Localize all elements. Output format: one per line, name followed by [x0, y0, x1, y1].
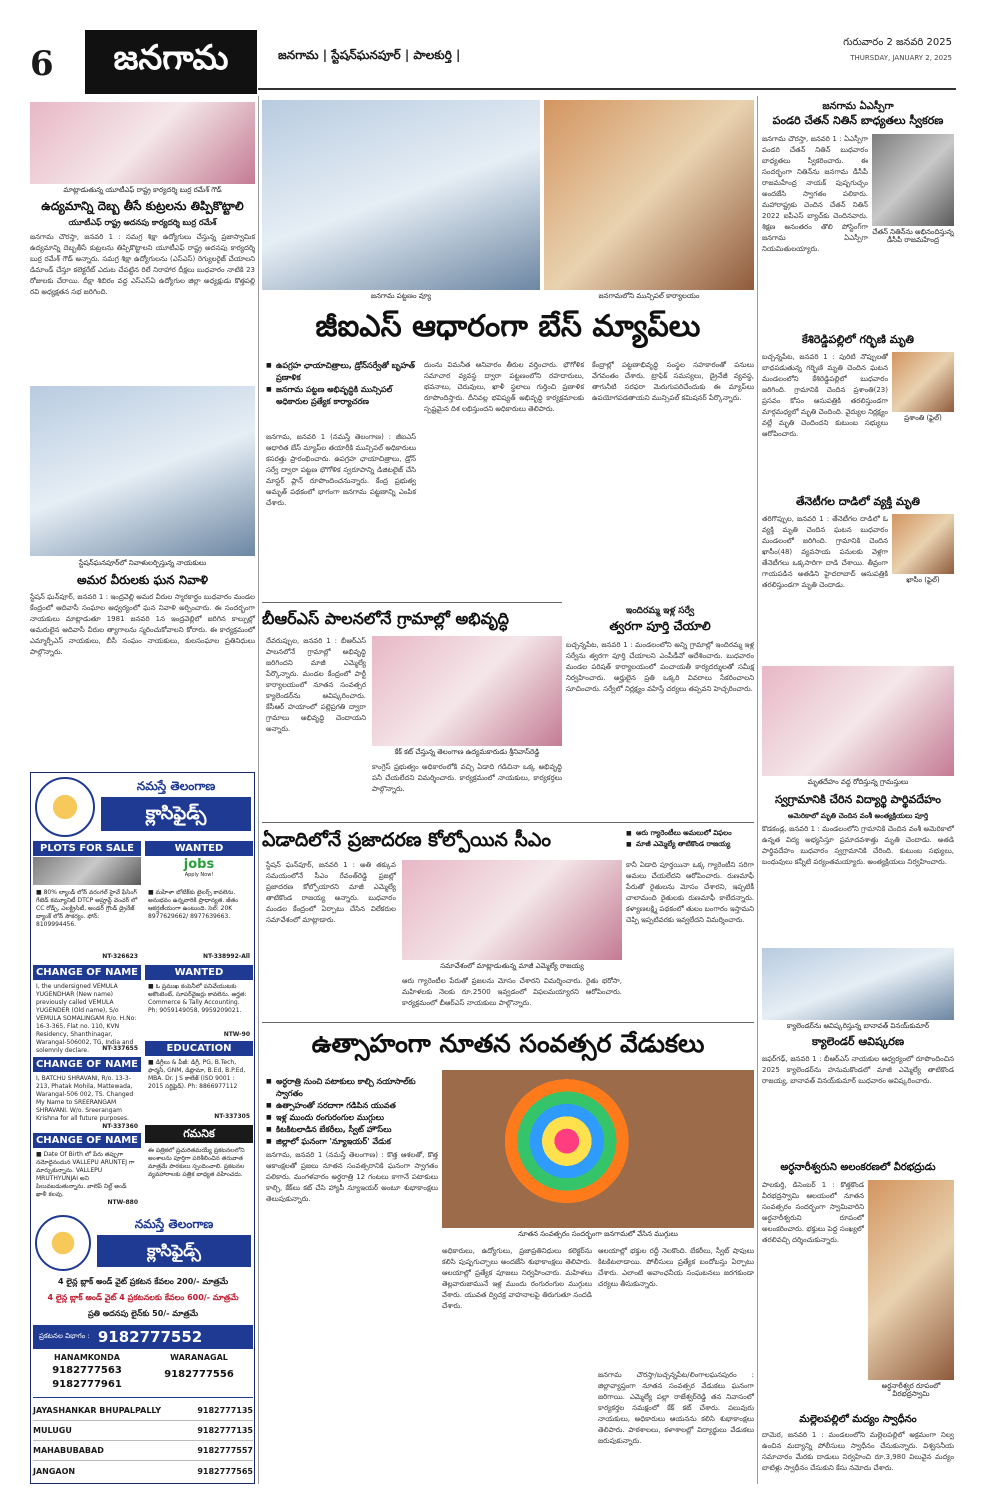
office-list	[33, 1401, 253, 1481]
municipal-office-photo	[544, 100, 754, 290]
ad-ref: NT-337360	[102, 1123, 138, 1130]
story-headline: త్వరగా పూర్తి చేయాలి	[609, 619, 711, 633]
divider	[262, 602, 562, 603]
classifieds-panel	[30, 772, 255, 1484]
change-of-name-header: CHANGE OF NAME	[33, 1057, 141, 1072]
photo-caption: సమావేశంలో మాట్లాడుతున్న మాజీ ఎమ్మెల్యే రాజయ్య	[440, 962, 584, 970]
photo-caption: నూతన సంవత్సరం సందర్భంగా జనగామలో వేసిన ముగ్గులు	[518, 1230, 678, 1238]
brand-title: క్లాసిఫైడ్స్	[97, 1235, 251, 1267]
story-body: ఆలయాల్లో భక్తుల రద్దీ నెలకొంది. బేకరీలు, స్వీట్ షాపులు కిటకిటలాడాయి. పోలీసులు ప్రత్యేక బందోబస్తు ఏర్పాటు చేశారు. ఎలాంటి అవాంఛనీయ సంఘటనలు జరగకుండా చర్యలు తీసుకున్నారు.	[598, 1247, 754, 1288]
story-headline: పండరి చేతన్ నితిన్ బాధ్యతలు స్వీకరణ	[772, 114, 944, 127]
office-row	[33, 1441, 253, 1461]
photo-caption: క్యాలెండర్‌ను ఆవిష్కరిస్తున్న బానావత్ వినయ్‌కుమార్	[786, 1022, 930, 1030]
ny-bullet: ■ ఉత్సాహంతో సరదాగా గడిపిన యువత	[266, 1100, 438, 1112]
ad-ref: NT-338992-All	[202, 953, 250, 960]
press-meet-photo	[402, 860, 622, 960]
lead-body: దుంను విమనీత ఆనివారం తీరుల వర్తించారు. భౌగోళిక సమాచార వ్యవస్థ ద్వారా పట్టణంలోని రహదారులు, భవనాలు, చెరువులు, ఖాళీ స్థలాలు గుర్తించి ప్రణాళిక రూపొందిస్తారు. దీనివల్ల భవిష్యత్ అభివృద్ధి కార్యక్రమాలకు స్పష్టమైన దిశ లభిస్తుందని అధికారులు తెలిపారు.	[424, 361, 584, 413]
story-body: అధికారులు, ఉద్యోగులు, ప్రజాప్రతినిధులు కలెక్టర్‌ను కలిసి పుష్పగుచ్ఛాలు అందజేసి శుభాకాంక్షలు తెలిపారు. ఆలయాల్లో ప్రత్యేక పూజలు నిర్వహించారు. మహిళలు తెల్లవారుజామునే ఇళ్ల ముందు రంగురంగుల ముగ్గులు వేశారు. యువత ద్విచక్ర వాహనాలపై తిరుగుతూ సందడి చేశారు.	[442, 1247, 592, 1310]
brand-line: నమస్తే తెలంగాణ	[134, 1217, 214, 1231]
story-body: కానీ ఏడాది పూర్తయినా ఒక్క గ్యారెంటీని సరిగా అమలు చేయలేదని ఆరోపించారు. రుణమాఫీ పేరుతో రైతులను మోసం చేశారని, ఇప్పటికీ చాలామంది రైతులకు రుణమాఫీ కాలేదన్నారు. కళ్యాణలక్ష్మి పథకంలో తులం బంగారం ఇస్తామని చెప్పి ఇప్పటివరకు ఇవ్వలేదని విమర్శించారు.	[626, 861, 754, 924]
masthead	[0, 0, 981, 96]
lead-bullet: ■ ఉపగ్రహ ఛాయాచిత్రాలు, డ్రోన్‌సర్వేతో బృహత్ ప్రణాళిక	[266, 360, 416, 384]
brand-title: క్లాసిఫైడ్స్	[101, 797, 251, 831]
story-body: కొడకండ్ల, జనవరి 1 : మండలంలోని గ్రామానికి చెందిన వంశీ అమెరికాలో ఉన్నత విద్య అభ్యసిస్తూ ప్రమాదవశాత్తు మృతి చెందాడు. అతడి పార్థివదేహం బుధవారం స్వగ్రామానికి చేరింది. కుటుంబ సభ్యులు, బంధువులు కన్నీటి పర్యంతమయ్యారు. అంత్యక్రియలు నిర్వహించారు.	[762, 825, 954, 866]
office-name: MULUGU	[33, 1426, 72, 1435]
story-body: దేవరుప్పుల, జనవరి 1 : బీఆర్‌ఎస్ పాలనలోనే గ్రామాల్లో అభివృద్ధి జరిగిందని మాజీ ఎమ్మెల్యే పేర్కొన్నారు. మండల కేంద్రంలో పార్టీ కార్యాలయంలో నూతన సంవత్సర క్యాలెండర్‌ను ఆవిష్కరించారు. కేసీఆర్ హయాంలో పల్లెప్రగతి ద్వారా గ్రామాలు అభివృద్ధి చెందాయని అన్నారు.	[266, 637, 366, 733]
story-kicker: ఇందిరమ్మ ఇళ్ల సర్వే	[625, 606, 695, 616]
photo-caption: ప్రశాంతి (ఫైల్)	[904, 414, 942, 422]
story-body: బచ్చన్నపేట, జనవరి 1 : మండలంలోని అన్ని గ్రామాల్లో ఇందిరమ్మ ఇళ్ల సర్వేను త్వరగా పూర్తి చేయాలని ఎంపీడీవో ఆదేశించారు. బుధవారం మండల పరిషత్ కార్యాలయంలో పంచాయతీ కార్యదర్శులతో సమీక్ష నిర్వహించారు. అర్హులైన ప్రతి ఒక్కరి వివరాలు సేకరించాలని సూచించారు. సర్వేలో నిర్లక్ష్యం వహిస్తే చర్యలు తప్పవని హెచ్చరించారు.	[566, 641, 754, 693]
office-phone[interactable]: 9182777556	[164, 1369, 234, 1380]
ad-ref: NT-337305	[214, 1113, 250, 1120]
jobs-logo	[171, 857, 227, 883]
office-phone[interactable]: 9182777961	[52, 1379, 122, 1390]
lead-bullet: ■ జనగామ పట్టణ అభివృద్ధికి మున్సిపల్ అధికారుల ప్రత్యేక కార్యాచరణ	[266, 384, 416, 408]
photo-caption: అర్ధనారీశ్వర రూపంలో వీరభద్రస్వామి	[881, 1382, 941, 1399]
story-headline: కేశిరెడ్డిపల్లిలో గర్భిణి మృతి	[802, 333, 914, 346]
cake-cutting-photo	[372, 636, 562, 746]
cm-bullet: ■ మాజీ ఎమ్మెల్యే తాటికొండ రాజయ్య	[626, 839, 754, 850]
story-body: జనగామ చౌరస్తా/బచ్చన్నపేట/లింగాలఘనపురం : జిల్లావ్యాప్తంగా నూతన సంవత్సర వేడుకలు ఘనంగా జరిగాయి. ఎమ్మెల్యే పల్లా రాజేశ్వర్‌రెడ్డి తన నివాసంలో కార్యకర్తల సమక్షంలో కేక్ కట్ చేశారు. పలువురు నాయకులు, అధికారులు ఆయనను కలిసి శుభాకాంక్షలు తెలిపారు. పాఠశాలలు, కళాశాలల్లో విద్యార్థులు వేడుకలు జరుపుకున్నారు.	[598, 1371, 754, 1445]
header-rule	[258, 88, 956, 90]
story-body: బచ్చన్నపేట, జనవరి 1 : పురిటి నొప్పులతో బాధపడుతున్న గర్భిణి మృతి చెందిన ఘటన మండలంలోని కేశిరెడ్డిపల్లిలో బుధవారం జరిగింది. గ్రామానికి చెందిన ప్రశాంతి(23) ప్రసవం కోసం ఆసుపత్రికి తరలిస్తుండగా మార్గమధ్యలో మృతి చెందింది. వైద్యుల నిర్లక్ష్యం వల్లే మృతి చెందిందని కుటుంబ సభ్యులు ఆరోపించారు.	[762, 353, 888, 438]
cm-bullet: ■ ఆరు గ్యారెంటీలు అమలులో విఫలం	[626, 828, 754, 839]
jobs-logo-apply: Apply Now!	[184, 872, 214, 878]
change-of-name-ad: I, the undersigned VEMULA YUGENDHAR (New name) previously called VEMULA YUGENDER (Old name), S/o VEMULA SOMALINGAM R/o. H.No: 16-3-365, Flat no. 110, KVN Residency, Shanthinagar, Warangal-506002, TG, India and solemnly declare.	[36, 983, 137, 1054]
lead-body: కేంద్రాల్లో పట్టణాభివృద్ధి సంస్థల సహకారంతో పనులు వేగవంతం చేశారు. ట్రాఫిక్ సమస్యలు, డ్రైనేజీ వ్యవస్థ, తాగునీటి సరఫరా మెరుగుపరిచేందుకు ఈ మ్యాప్‌లు ఉపయోగపడతాయని మున్సిపల్ కమిషనర్ పేర్కొన్నారు.	[592, 361, 754, 402]
divider	[33, 1397, 253, 1398]
photo-caption: మాట్లాడుతున్న యూటీఎఫ్ రాష్ట్ర కార్యదర్శి బుర్ర రమేశ్ గౌడ్	[63, 186, 222, 194]
office-row	[33, 1461, 253, 1481]
story-body: జనగామ చౌరస్తా, జనవరి 1 : సమగ్ర శిక్షా ఉద్యోగులు చేస్తున్న ప్రజాస్వామిక ఉద్యమాన్ని దెబ్బతీసే కుట్రలను తిప్పికొట్టాలని యూటీఎఫ్ రాష్ట్ర అదనపు కార్యదర్శి బుర్ర రమేశ్ గౌడ్ అన్నారు. సమగ్ర శిక్షా ఉద్యోగులను (ఎస్ఎస్) రెగ్యులరైజ్ చేయాలని డిమాండ్ చేస్తూ కలెక్టరేట్ ఎదుట చేపట్టిన రిలే నిరాహార దీక్షలు బుధవారం నాటికి 23 రోజులకు చేరాయి. దీక్షా శిబిరం వద్ద ఎస్ఎస్ఏ ఉద్యోగుల జిల్లా అధ్యక్షుడు కొత్తపల్లి రవి అధ్యక్షతన సభ జరిగింది.	[30, 233, 255, 296]
story-headline: బీఆర్‌ఎస్ పాలనలోనే గ్రామాల్లో అభివృద్ధి	[262, 609, 509, 628]
photo-caption: జనగామలోని మున్సిపల్ కార్యాలయం	[598, 292, 700, 300]
office-name: JAYASHANKAR BHUPALPALLY	[33, 1406, 162, 1415]
jobs-logo-word: jobs	[183, 857, 215, 872]
office-name: WARANAGAL	[170, 1353, 228, 1362]
office-phone[interactable]: 9182777565	[197, 1466, 253, 1476]
story-body: జనగామ చౌరస్తా, జనవరి 1 : ఏఎస్పీగా పండరి చేతన్ నితిన్ బుధవారం బాధ్యతలు స్వీకరించారు. ఈ సందర్భంగా నితిన్‌ను జనగామ డీసీపీ రాజమహేంద్ర నాయక్ పుష్పగుచ్ఛం అందజేసి స్వాగతం పలికారు. మహారాష్ట్రకు చెందిన చేతన్ నితిన్ 2022 ఐపీఎస్ బ్యాచ్‌కు చెందినవారు. శిక్షణ అనంతరం తొలి పోస్టింగ్‌గా జనగామ ఏఎస్పీగా నియమితులయ్యారు.	[762, 135, 868, 253]
ad-ref: NT-337655	[102, 1045, 138, 1052]
office-name: MAHABUBABAD	[33, 1446, 104, 1455]
story-body: పాలకుర్తి, డిసెంబర్ 1 : కొత్తకొండ వీరభద్రస్వామి ఆలయంలో నూతన సంవత్సరం సందర్భంగా స్వామివారిని అర్ధనారీశ్వరుని రూపంలో అలంకరించారు. భక్తులు పెద్ద సంఖ్యలో తరలివచ్చి దర్శించుకున్నారు.	[762, 1181, 864, 1244]
date-telugu: గురువారం 2 జనవరి 2025	[843, 37, 952, 48]
change-of-name-ad: ■ Date Of Birth లో పేరు తప్పుగా నమోదైనందున VALLEPU ARUNTEJ గా మార్చుకున్నాను. VALLEPU MRUTHYUNJAI అని పిలువబడుతున్నాను. వాలెప్ నిల్ట్ అండ్ ఖాళీ కలవు.	[36, 1151, 135, 1198]
office-phone[interactable]: 9182777135	[197, 1426, 253, 1435]
story-headline: స్వగ్రామానికి చేరిన విద్యార్థి పార్థివదేహం	[775, 793, 941, 806]
photo-caption: మృతదేహం వద్ద రోదిస్తున్న గ్రామస్తులు	[807, 778, 909, 786]
story-headline: ఉత్సాహంగా నూతన సంవత్సర వేడుకలు	[311, 1029, 705, 1058]
mourners-photo	[762, 666, 954, 776]
photo-caption: కేక్ కట్ చేస్తున్న తెలంగాణ ఉద్యమకారుడు శ్రీనివాస్‌రెడ్డి	[394, 748, 540, 756]
story-headline: ఉద్యమాన్ని దెబ్బ తీసే కుట్రలను తిప్పికొట్టాలి	[41, 199, 244, 213]
wanted-header: WANTED	[145, 965, 253, 980]
column-divider	[757, 96, 758, 1484]
offer-line: 4 లైన్ల బ్లాక్ అండ్ వైట్ ప్రకటన కేవలం 200/- మాత్రమే	[57, 1277, 229, 1286]
divider	[262, 1022, 754, 1023]
notice-body: ఈ పత్రికలో ప్రచురితమయ్యే ప్రకటనలలోని అంశాలను పూర్తిగా పరిశీలించిన తరువాత మాత్రమే పాఠకులు స్పందించాలి. ప్రకటనల వ్యవహారాలకు పత్రిక బాధ్యత వహించదు.	[148, 1147, 245, 1178]
ny-bullet: ■ కిటకిటలాడిన బేకరీలు, స్వీట్ హౌస్‌లు	[266, 1124, 438, 1136]
temple-idol-photo	[868, 1180, 954, 1380]
plots-ad: ■ 80% ల్యాండ్ లోన్ వరంగల్ హైవే ఫేసింగ్ గేటెడ్ కమ్యూనిటీ DTCP అప్రూవ్డ్ వెంచర్ లో CC రోడ్స్, ఎలక్ట్రిసిటీ, అండర్ గ్రౌండ్ డ్రైనేజ్ బ్యాంక్ లోన్ సౌకర్యం. ఫోన్: 8109994456.	[36, 889, 138, 928]
wanted-ad: ■ మహిళా బోటిక్‌కు టైలర్స్ కావలెను. అనుభవం ఉన్నవారికి ప్రాధాన్యత. జీతం ఆకర్షణీయంగా ఉంటుంది. సెల్: 20K 8977629662/ 8977639663.	[148, 889, 239, 920]
story-body: కాంగ్రెస్ ప్రభుత్వం అధికారంలోకి వచ్చి ఏడాది గడిచినా ఒక్క అభివృద్ధి పనీ చేయలేదని విమర్శించారు. కార్యక్రమంలో నాయకులు, కార్యకర్తలు పాల్గొన్నారు.	[372, 763, 562, 793]
page-number: 6	[30, 44, 54, 84]
wanted-ad: ■ ఓ ప్రముఖ కంపెనీలో పనిచేయుటకు అకౌంటెంట్, సూపర్‌వైజర్లు కావలెను. అర్హత: Commerce & Tally Accounting. Ph: 9059149058, 9959209021.	[148, 983, 247, 1014]
town-aerial-photo	[262, 100, 540, 290]
lead-headline: జీఐఎస్ ఆధారంగా బేస్ మ్యాప్‌లు	[315, 309, 701, 344]
divider	[262, 822, 754, 823]
story-kicker: జనగామ ఏఎస్పీగా	[822, 101, 894, 112]
ad-ref: NT-326623	[102, 953, 138, 960]
rally-photo	[30, 102, 255, 184]
ny-bullets	[266, 1076, 438, 1148]
story-body: ఆరు గ్యారెంటీల పేరుతో ప్రజలను మోసం చేశారని విమర్శించారు. రైతు భరోసా, మహిళలకు నెలకు రూ.2500 ఇవ్వడంలో విఫలమయ్యారని ఆరోపించారు. కార్యక్రమంలో బీఆర్‌ఎస్ నాయకులు పాల్గొన్నారు.	[402, 977, 622, 1007]
education-ad: ■ డిగ్రీలు & పీజీ: డిగ్రీ, PG, B.Tech, ఫార్మసీ, GNM, డిప్లొమా, B.Ed, B.P.Ed, MBA. Dr. J S కాలేజ్ (ISO 9001 : 2015 సర్టిఫైడ్). Ph: 8866977112	[148, 1059, 246, 1090]
lead-body: జనగామ, జనవరి 1 (నమస్తే తెలంగాణ) : జీఐఎస్ ఆధారిత బేస్ మ్యాప్‌ల తయారీకి మున్సిపల్ అధికారులు కసరత్తు ప్రారంభించారు. ఉపగ్రహ ఛాయాచిత్రాలు, డ్రోన్ సర్వే ద్వారా పట్టణ భౌగోళిక స్వరూపాన్ని డిజిటలైజ్ చేసి మాస్టర్ ప్లాన్ రూపొందించనున్నారు. కేంద్ర ప్రభుత్వ అమృత్ పథకంలో భాగంగా జనగామ పట్టణాన్ని ఎంపిక చేశారు.	[266, 433, 416, 507]
photo-caption: ఖాసీం (ఫైల్)	[906, 576, 940, 584]
tribute-photo	[30, 386, 255, 556]
story-body: స్టేషన్ ఘన్‌పూర్, జనవరి 1 : అతి తక్కువ సమయంలోనే సీఎం రేవంత్‌రెడ్డి ప్రజల్లో ప్రజాదరణ కోల్పోయారని మాజీ ఎమ్మెల్యే తాటికొండ రాజయ్య అన్నారు. బుధవారం మండల కేంద్రంలో ఏర్పాటు చేసిన విలేకరుల సమావేశంలో మాట్లాడారు.	[266, 861, 396, 924]
offer-line: 4 లైన్ల బ్లాక్ అండ్ వైట్ 4 ప్రకటనలకు కేవలం 600/- మాత్రమే	[47, 1293, 239, 1302]
edition-locations: జనగామ | స్టేషన్‌ఘనపూర్ | పాలకుర్తి |	[278, 48, 461, 62]
edition-name: జనగామ	[85, 30, 257, 94]
notice-header: గమనిక	[145, 1125, 253, 1143]
ny-bullet: ■ జిల్లాలో ఘనంగా 'న్యూఇయర్' వేడుక	[266, 1136, 438, 1148]
plots-header: PLOTS FOR SALE	[33, 841, 141, 856]
story-body: జఫర్‌గఢ్, జనవరి 1 : బీఆర్‌ఎస్ నాయకుల ఆధ్వర్యంలో రూపొందించిన 2025 క్యాలెండర్‌ను హనుమకొండలో మాజీ ఎమ్మెల్యే తాటికొండ రాజయ్య, బానావత్ వినయ్‌కుమార్ బుధవారం ఆవిష్కరించారు.	[762, 1055, 954, 1085]
namaste-telangana-seal	[35, 1215, 91, 1271]
office-name: JANGAON	[33, 1466, 76, 1476]
wanted-header: WANTED	[145, 841, 253, 856]
brand-line: నమస్తే తెలంగాణ	[136, 779, 216, 793]
photo-caption: స్టేషన్‌ఘనపూర్‌లో నివాళులర్పిస్తున్న నాయకులు	[78, 559, 207, 567]
education-header: EDUCATION	[145, 1041, 253, 1056]
story-body: తరిగొప్పుల, జనవరి 1 : తేనెటీగల దాడిలో ఓ వ్యక్తి మృతి చెందిన ఘటన బుధవారం మండలంలో జరిగింది. గ్రామానికి చెందిన ఖాసీం(48) వ్యవసాయ పనులకు వెళ్లగా తేనెటీగలు ఒక్కసారిగా దాడి చేశాయి. తీవ్రంగా గాయపడిన అతడిని హైదరాబాద్ ఆసుపత్రికి తరలిస్తుండగా మృతి చెందాడు.	[762, 515, 888, 589]
story-headline: ఏడాదిలోనే ప్రజాదరణ కోల్పోయిన సీఎం	[262, 829, 551, 851]
plots-image	[33, 857, 141, 885]
rangoli-photo	[442, 1070, 754, 1228]
column-divider	[258, 96, 259, 1484]
date-english: THURSDAY, JANUARY 2, 2025	[850, 54, 952, 62]
story-body: జనగామ, జనవరి 1 (నమస్తే తెలంగాణ) : కొత్త ఆశలతో, కొత్త ఆకాంక్షలతో ప్రజలు నూతన సంవత్సరానికి ఘనంగా స్వాగతం పలికారు. మంగళవారం అర్ధరాత్రి 12 గంటలు కాగానే పటాకులు కాల్చి, కేక్‌లు కట్ చేసి హ్యాపీ న్యూఇయర్ అంటూ శుభాకాంక్షలు తెలుపుకున్నారు.	[266, 1151, 438, 1203]
ad-ref: NTW-90	[223, 1031, 250, 1038]
story-headline: క్యాలెండర్ ఆవిష్కరణ	[811, 1035, 905, 1048]
office-phone[interactable]: 9182777557	[197, 1446, 253, 1455]
ny-bullet: ■ ఇళ్ల ముందు రంగురంగుల ముగ్గులు	[266, 1112, 438, 1124]
namaste-telangana-seal	[35, 777, 95, 837]
ad-dept-label: ప్రకటనల విభాగం :	[39, 1332, 90, 1340]
victim-photo	[892, 514, 954, 574]
story-headline: అమర వీరులకు ఘన నివాళి	[76, 573, 209, 587]
ad-dept-bar	[33, 1325, 253, 1349]
story-headline: మల్లెలపల్లిలో మద్యం స్వాధీనం	[799, 1414, 917, 1425]
ad-ref: NTW-880	[107, 1199, 138, 1206]
office-name: HANAMKONDA	[54, 1353, 120, 1362]
story-body: దామెర, జనవరి 1 : మండలంలోని మల్లెలపల్లిలో అక్రమంగా నిల్వ ఉంచిన మద్యాన్ని పోలీసులు స్వాధీనం చేసుకున్నారు. విశ్వసనీయ సమాచారం మేరకు దాడులు నిర్వహించి రూ.3,980 విలువైన మద్యం బాటిళ్లు స్వాధీనం చేసుకుని కేసు నమోదు చేశారు.	[762, 1431, 954, 1472]
ny-bullet: ■ అర్ధరాత్రి నుంచి పటాకులు కాల్చి నయాసాల్‌కు స్వాగతం	[266, 1076, 438, 1100]
office-row	[33, 1401, 253, 1421]
calendar-launch-photo	[762, 948, 954, 1020]
victim-photo	[892, 352, 954, 412]
change-of-name-header: CHANGE OF NAME	[33, 965, 141, 980]
ad-dept-phone[interactable]: 9182777552	[97, 1328, 203, 1346]
offer-line: ప్రతి అదనపు లైన్‌కు 50/- మాత్రమే	[87, 1309, 199, 1318]
change-of-name-header: CHANGE OF NAME	[33, 1133, 141, 1148]
cm-bullets	[626, 828, 754, 850]
lead-bullets	[266, 360, 416, 408]
office-phone[interactable]: 9182777135	[197, 1406, 253, 1415]
story-body: స్టేషన్ ఘన్‌పూర్, జనవరి 1 : ఇంద్రవెల్లి అమర వీరుల స్మారకార్థం బుధవారం మండల కేంద్రంలో ఆదివాసీ సంఘాల ఆధ్వర్యంలో ఘన నివాళి అర్పించారు. ఈ సందర్భంగా నాయకులు మాట్లాడుతూ 1981 జనవరి 1న ఇంద్రవెల్లిలో జరిగిన కాల్పుల్లో అమరులైన ఆదివాసీ వీరుల త్యాగాలను స్మరించుకోవాలని కోరారు. ఈ కార్యక్రమంలో ఎమ్మార్పీఎస్ నాయకులు, బీసీ సంఘం నాయకులు, కులసంఘాల ప్రతినిధులు పాల్గొన్నారు.	[30, 593, 255, 656]
change-of-name-ad: I, BATCHU SHRAVANI, R/o. 13-3-213, Phatak Mohila, Mattewada, Warangal-506 002, TS. Changed My Name to SREERANGAM SHRAVANI. W/o. Sreerangam Krishna for all future purposes.	[36, 1075, 134, 1122]
office-phone[interactable]: 9182777563	[52, 1365, 122, 1376]
story-headline: తేనెటీగల దాడిలో వ్యక్తి మృతి	[795, 495, 921, 508]
photo-caption: జనగామ పట్టణం వ్యూ	[370, 292, 432, 300]
photo-caption: చేతన్ నితిన్‌ను అభినందిస్తున్న డీసీపీ రాజమహేంద్ర	[872, 228, 954, 245]
story-headline: అర్ధనారీశ్వరుని అలంకరణలో వీరభద్రుడు	[780, 1162, 936, 1173]
asp-photo	[872, 134, 954, 226]
office-row	[33, 1421, 253, 1441]
story-subhead: అమెరికాలో మృతి చెందిన వంశీ అంత్యక్రియలు పూర్తి	[787, 812, 929, 820]
story-subhead: యూటీఎఫ్ రాష్ట్ర అదనపు కార్యదర్శి బుర్ర రమేశ్	[68, 218, 217, 227]
